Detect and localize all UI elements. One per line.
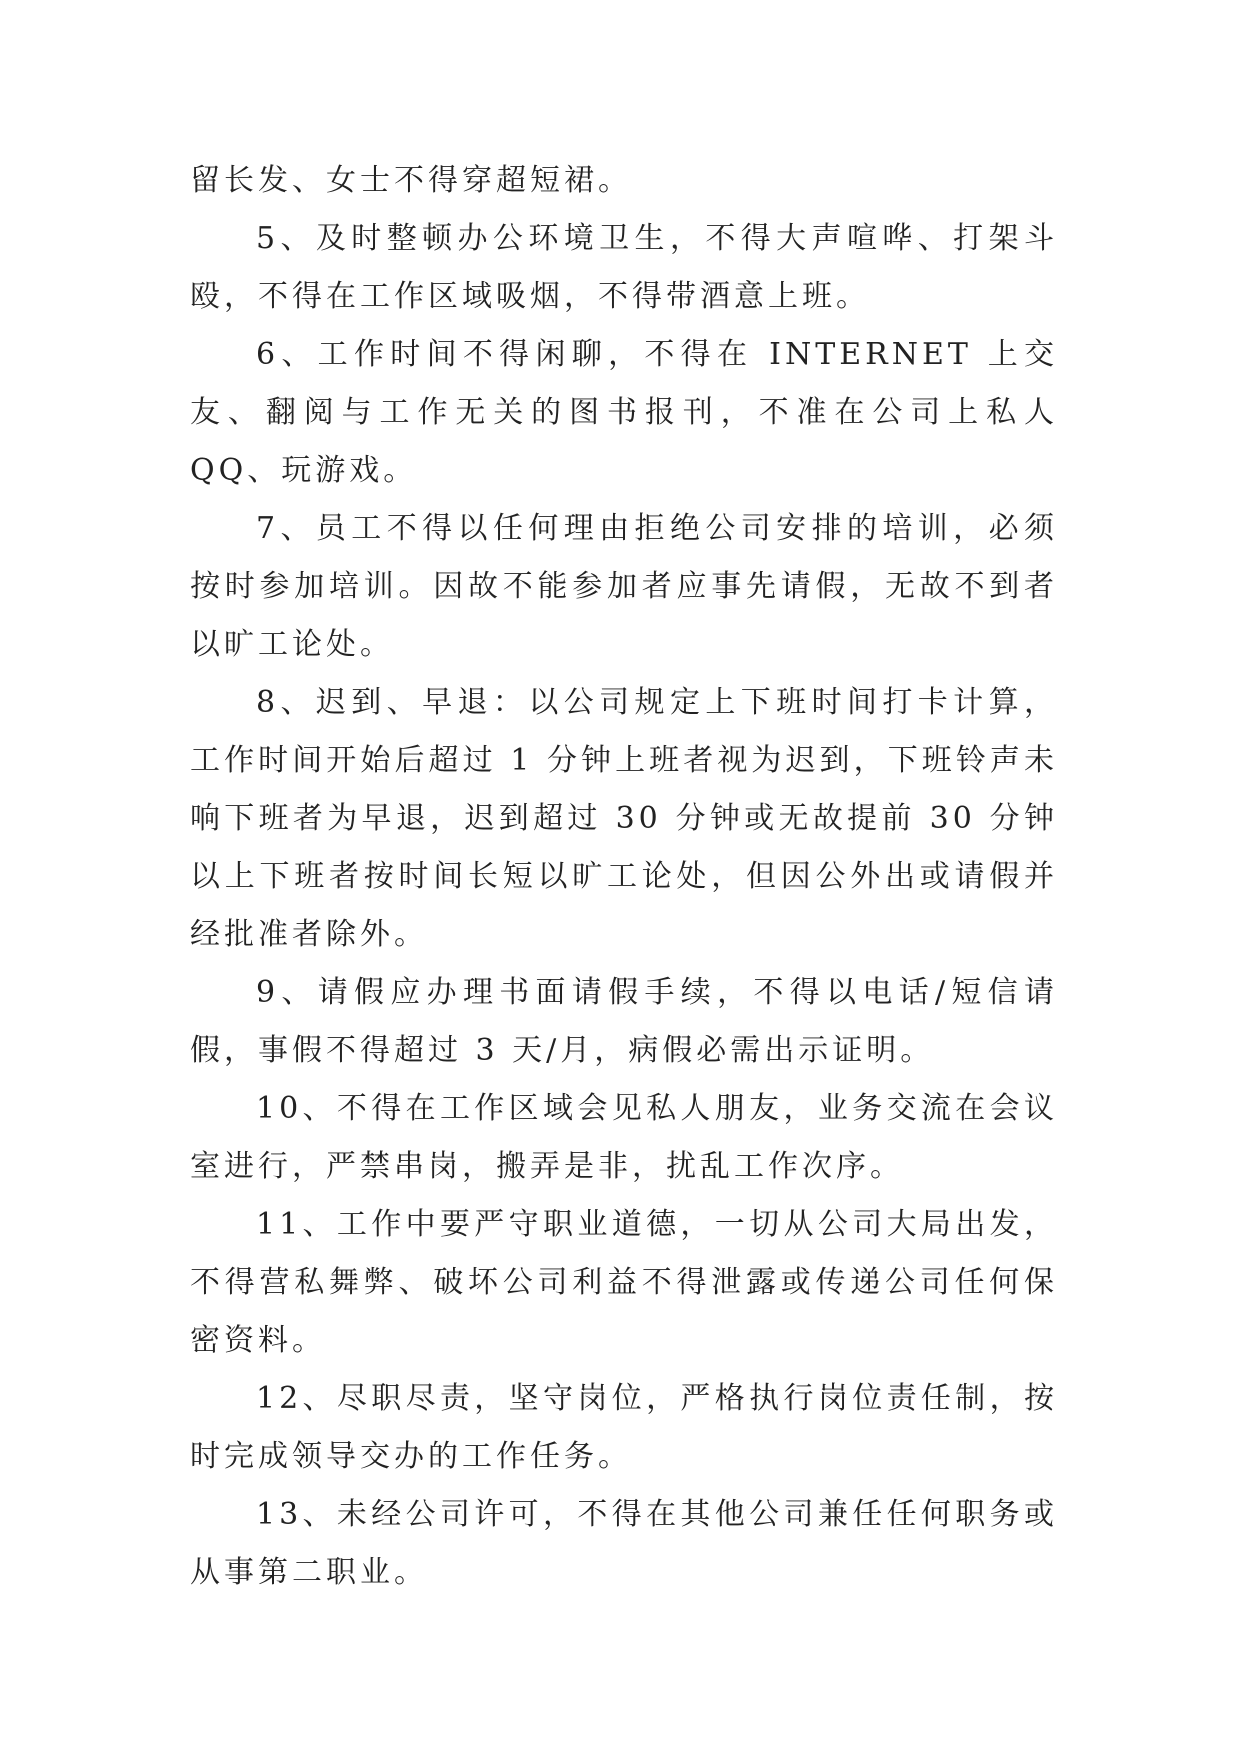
paragraph-rule-6: 6、工作时间不得闲聊，不得在 INTERNET 上交友、翻阅与工作无关的图书报刊，不准在公司上私人 QQ、玩游戏。 bbox=[190, 337, 1058, 488]
paragraph-continuation: 留长发、女士不得穿超短裙。 bbox=[190, 163, 632, 198]
paragraph-rule-10: 10、不得在工作区域会见私人朋友，业务交流在会议室进行，严禁串岗，搬弄是非，扰乱工作次序。 bbox=[190, 1091, 1058, 1184]
paragraph-rule-12: 12、尽职尽责，坚守岗位，严格执行岗位责任制，按时完成领导交办的工作任务。 bbox=[190, 1381, 1058, 1474]
paragraph-rule-5: 5、及时整顿办公环境卫生，不得大声喧哗、打架斗殴，不得在工作区域吸烟，不得带酒意上班。 bbox=[190, 221, 1058, 314]
paragraph-rule-13: 13、未经公司许可，不得在其他公司兼任任何职务或从事第二职业。 bbox=[190, 1497, 1058, 1590]
document-page bbox=[190, 152, 1058, 1602]
paragraph-rule-8: 8、迟到、早退：以公司规定上下班时间打卡计算，工作时间开始后超过 1 分钟上班者视为迟到，下班铃声未响下班者为早退，迟到超过 30 分钟或无故提前 30 分钟以上下班者按时间长短以旷工论处，但因公外出或请假并经批准者除外。 bbox=[190, 685, 1058, 952]
paragraph-rule-9: 9、请假应办理书面请假手续，不得以电话/短信请假，事假不得超过 3 天/月，病假必需出示证明。 bbox=[190, 975, 1058, 1068]
paragraph-rule-7: 7、员工不得以任何理由拒绝公司安排的培训，必须按时参加培训。因故不能参加者应事先请假，无故不到者以旷工论处。 bbox=[190, 511, 1058, 662]
paragraph-rule-11: 11、工作中要严守职业道德，一切从公司大局出发，不得营私舞弊、破坏公司利益不得泄露或传递公司任何保密资料。 bbox=[190, 1207, 1058, 1358]
